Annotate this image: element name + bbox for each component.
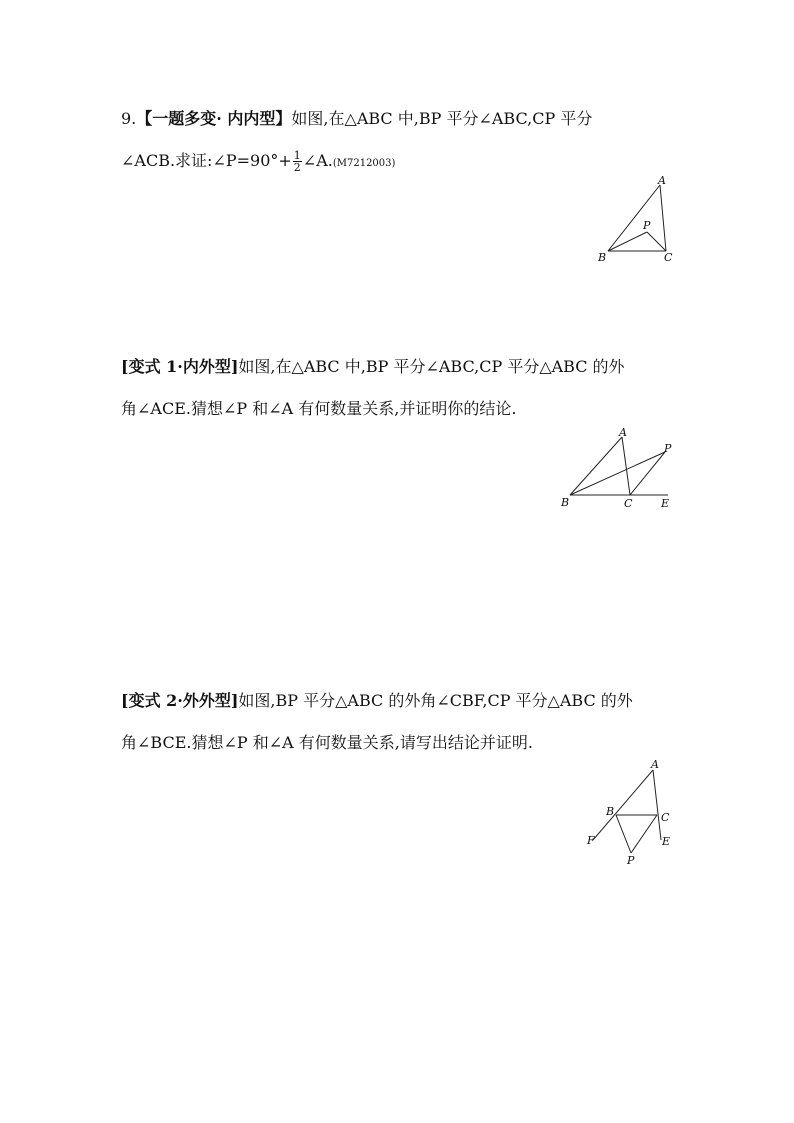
label-a: A bbox=[658, 174, 666, 187]
variant-1-tag: [变式 1·内外型] bbox=[121, 357, 239, 376]
label-b: B bbox=[561, 496, 570, 509]
segment-af bbox=[593, 770, 653, 840]
segment-ae bbox=[653, 770, 661, 840]
variant-1-line-1 bbox=[121, 356, 681, 378]
variant-2-text-1: 如图,BP 平分△ABC 的外角∠CBF,CP 平分△ABC 的外 bbox=[238, 691, 633, 710]
variant-2-tag: [变式 2·外外型] bbox=[121, 691, 239, 710]
problem-9-line-1 bbox=[121, 108, 681, 130]
segment-cp bbox=[631, 815, 657, 853]
variant-1-text-1: 如图,在△ABC 中,BP 平分∠ABC,CP 平分△ABC 的外 bbox=[238, 357, 625, 376]
label-a: A bbox=[619, 426, 627, 439]
figure-inner-inner bbox=[590, 175, 690, 270]
variant-2-line-1 bbox=[121, 690, 681, 712]
problem-code: (M7212003) bbox=[332, 158, 396, 169]
segment-bp bbox=[570, 452, 665, 495]
label-p: P bbox=[643, 219, 651, 232]
label-c: C bbox=[664, 251, 673, 264]
segment-bp bbox=[616, 815, 631, 853]
variant-2-text-2: 角∠BCE.猜想∠P 和∠A 有何数量关系,请写出结论并证明. bbox=[121, 733, 533, 752]
problem-text-2-pre: ∠ACB.求证:∠P=90°+ bbox=[121, 151, 292, 170]
problem-number: 9. bbox=[121, 109, 137, 128]
label-e: E bbox=[661, 497, 670, 510]
label-f: F bbox=[587, 834, 595, 847]
problem-tag: 【一题多变· 内内型】 bbox=[136, 109, 292, 128]
segment-cp bbox=[630, 452, 665, 495]
fraction-one-half: $\frac{1}{2}$ bbox=[293, 149, 301, 174]
label-a: A bbox=[651, 758, 659, 771]
label-b: B bbox=[606, 805, 615, 818]
figure-outer-outer bbox=[583, 758, 683, 868]
variant-1-text-2: 角∠ACE.猜想∠P 和∠A 有何数量关系,并证明你的结论. bbox=[121, 399, 517, 418]
label-p: P bbox=[627, 854, 635, 867]
segment-ac bbox=[660, 185, 666, 251]
segment-bp bbox=[608, 232, 647, 251]
segment-ab bbox=[570, 437, 622, 495]
label-b: B bbox=[598, 251, 607, 264]
segment-ac bbox=[622, 437, 630, 495]
label-e: E bbox=[662, 835, 671, 848]
segment-ab bbox=[608, 185, 660, 251]
figure-inner-outer bbox=[558, 425, 683, 515]
problem-text-1: 如图,在△ABC 中,BP 平分∠ABC,CP 平分 bbox=[291, 109, 593, 128]
segment-cp bbox=[647, 232, 666, 251]
label-c: C bbox=[624, 497, 633, 510]
variant-1-line-2 bbox=[121, 398, 681, 420]
problem-text-2-post: ∠A. bbox=[302, 151, 333, 170]
problem-9-line-2 bbox=[121, 150, 681, 175]
variant-2-line-2 bbox=[121, 732, 681, 754]
label-c: C bbox=[661, 811, 670, 824]
label-p: P bbox=[664, 442, 672, 455]
